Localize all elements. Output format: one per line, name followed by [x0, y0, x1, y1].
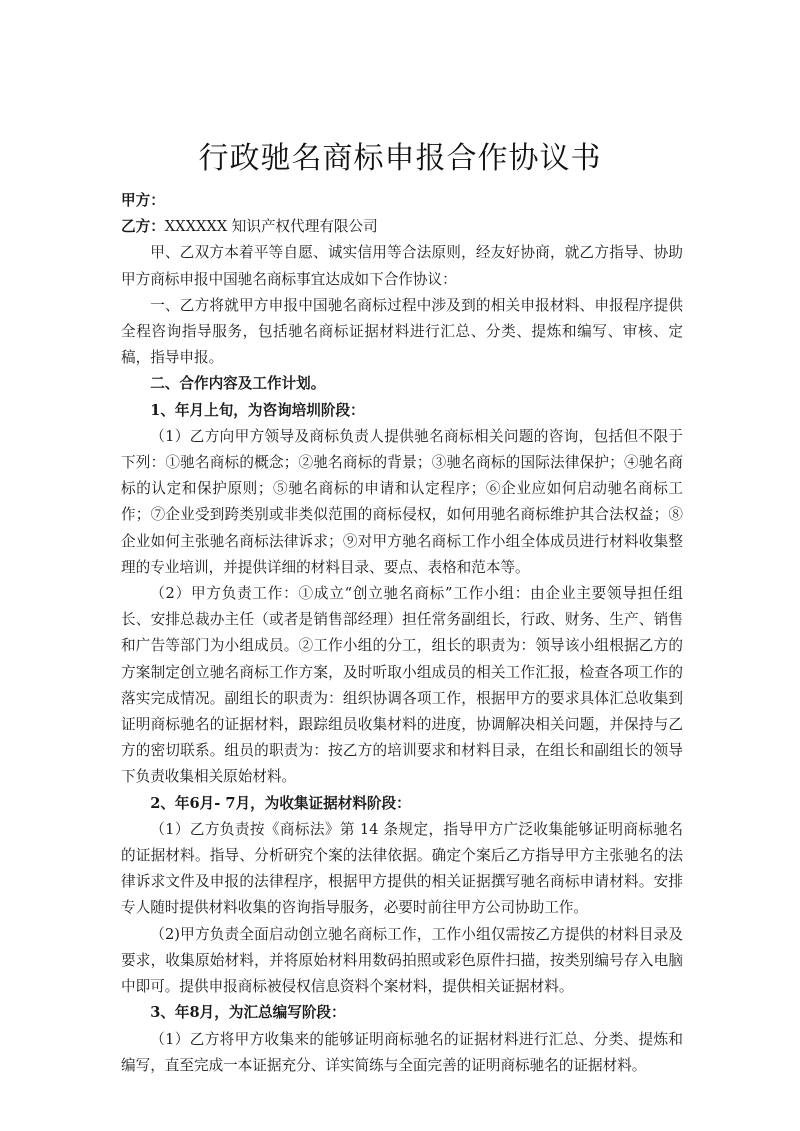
stage-1-item-1: （1）乙方向甲方领导及商标负责人提供驰名商标相关问题的咨询，包括但不限于下列：①驰名商标的概念；②驰名商标的背景；③驰名商标的国际法律保护；④驰名商标的认定和保护原则；⑤驰名商标的申请和认定程序；⑥企业应如何启动驰名商标工作；⑦企业受到跨类别或非类似范围的商标侵权，如何用驰名商标维护其合法权益；⑧企业如何主张驰名商标法律诉求；⑨对甲方驰名商标工作小组全体成员进行材料收集整理的专业培训，并提供详细的材料目录、要点、表格和范本等。	[121, 427, 683, 576]
stage-1-item-2: （2）甲方负责工作：①成立“创立驰名商标”工作小组：由企业主要领导担任组长、安排总裁办主任（或者是销售部经理）担任常务副组长，行政、财务、生产、销售和广告等部门为小组成员。②工作小组的分工，组长的职责为：领导该小组根据乙方的方案制定创立驰名商标工作方案，及时听取小组成员的相关工作汇报，检查各项工作的落实完成情况。副组长的职责为：组织协调各项工作，根据甲方的要求具体汇总收集到证明商标驰名的证据材料，跟踪组员收集材料的进度，协调解决相关问题，并保持与乙方的密切联系。组员的职责为：按乙方的培训要求和材料目录，在组长和副组长的领导下负责收集相关原始材料。	[121, 585, 683, 786]
party-b-name: XXXXXX 知识产权代理有限公司	[164, 218, 378, 236]
stage-1-heading: 1、年月上旬，为咨询培圳阶段：	[150, 401, 365, 419]
document-body	[121, 188, 683, 1079]
stage-2-heading: 2、年6月- 7月，为收集证据材料阶段：	[150, 794, 411, 812]
document-title: 行政驰名商标申报合作协议书	[198, 141, 602, 177]
stage-2-item-1: （1）乙方负责按《商标法》第 14 条规定，指导甲方广泛收集能够证明商标驰名的证据材料。指导、分析研究个案的法律依据。确定个案后乙方指导甲方主张驰名的法律诉求文件及申报的法律程序，根据甲方提供的相关证据撰写驰名商标申请材料。安排专人随时提供材料收集的咨询指导服务，必要时前往甲方公司协助工作。	[121, 820, 683, 917]
party-a-line: 甲方：	[121, 192, 165, 209]
clause-2-heading: 二、合作内容及工作计划。	[150, 375, 326, 393]
clause-1: 一、乙方将就甲方申报中国驰名商标过程中涉及到的相关申报材料、申报程序提供全程咨询指导服务，包括驰名商标证据材料进行汇总、分类、提炼和编写、审核、定稿，指导申报。	[121, 296, 683, 367]
party-b-label: 乙方：	[121, 218, 165, 236]
stage-3-item-1: （1）乙方将甲方收集来的能够证明商标驰名的证据材料进行汇总、分类、提炼和编写，直至完成一本证据充分、详实简练与全面完善的证明商标驰名的证据材料。	[121, 1030, 683, 1074]
stage-3-heading: 3、年8月，为汇总编写阶段：	[150, 1004, 346, 1022]
intro-paragraph: 甲、乙双方本着平等自愿、诚实信用等合法原则，经友好协商，就乙方指导、协助甲方商标申报中国驰名商标事宜达成如下合作协议：	[121, 244, 683, 288]
party-b-line	[121, 214, 683, 240]
stage-2-item-2: （2)甲方负责全面启动创立驰名商标工作，工作小组仅需按乙方提供的材料目录及要求，收集原始材料，并将原始材料用数码拍照或彩色原件扫描，按类别编号存入电脑中即可。提供申报商标被侵权信息资料个案材料，提供相关证据材料。	[121, 925, 683, 996]
